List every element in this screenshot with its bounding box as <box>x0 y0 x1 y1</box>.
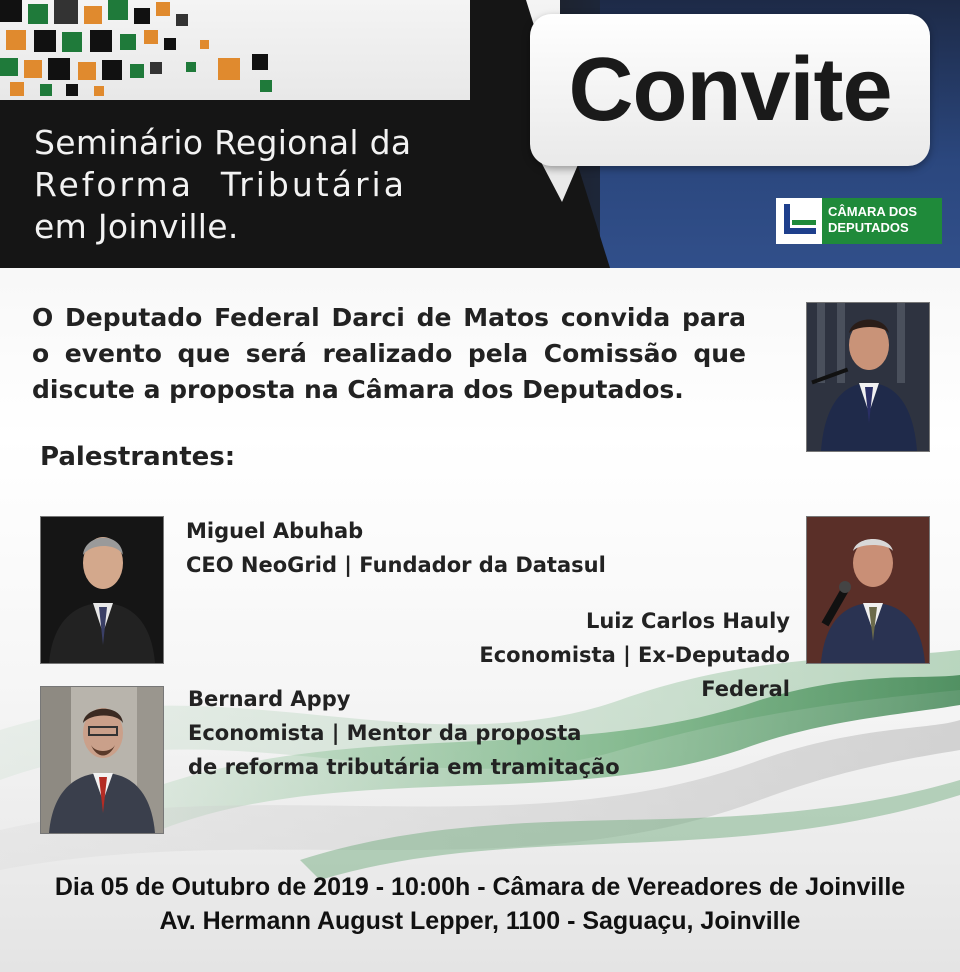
event-date-venue: Dia 05 de Outubro de 2019 - 10:00h - Câmara de Vereadores de Joinville <box>54 873 906 901</box>
convite-bubble <box>530 14 930 166</box>
event-details <box>0 870 960 938</box>
event-title-line-2: Reforma Tributária <box>34 165 407 204</box>
camara-dos-deputados-logo <box>776 198 942 244</box>
speaker-photo-bernard <box>40 686 164 834</box>
speaker-photo-luiz <box>806 516 930 664</box>
speaker-miguel-name: Miguel Abuhab <box>186 519 364 543</box>
convite-badge-text: Convite <box>568 39 892 140</box>
speaker-miguel-role: CEO NeoGrid | Fundador da Datasul <box>186 553 606 577</box>
speaker-bernard-name: Bernard Appy <box>188 687 351 711</box>
event-title <box>34 122 504 248</box>
host-photo <box>806 302 930 452</box>
event-address: Av. Hermann August Lepper, 1100 - Saguaçu, Joinville <box>159 907 801 935</box>
speaker-bernard <box>188 682 620 784</box>
speaker-photo-miguel <box>40 516 164 664</box>
speaker-miguel <box>186 514 606 582</box>
speaker-luiz-name: Luiz Carlos Hauly <box>585 609 790 633</box>
speaker-bernard-role-1: Economista | Mentor da proposta <box>188 721 582 745</box>
intro-paragraph: O Deputado Federal Darci de Matos convida para o evento que será realizado pela Comissão que discute a proposta na Câmara dos Deputados. <box>32 303 746 404</box>
camara-logo-icon <box>776 198 822 244</box>
camara-logo-line-2: DEPUTADOS <box>828 220 909 235</box>
camara-logo-text <box>828 204 940 236</box>
speaker-luiz-role: Economista | Ex-Deputado Federal <box>479 643 790 701</box>
event-title-line-1: Seminário Regional da <box>34 123 412 162</box>
camara-logo-line-1: CÂMARA DOS <box>828 204 918 219</box>
speakers-heading: Palestrantes: <box>40 442 236 472</box>
speaker-bernard-role-2: de reforma tributária em tramitação <box>188 755 620 779</box>
event-title-line-3: em Joinville. <box>34 207 239 246</box>
